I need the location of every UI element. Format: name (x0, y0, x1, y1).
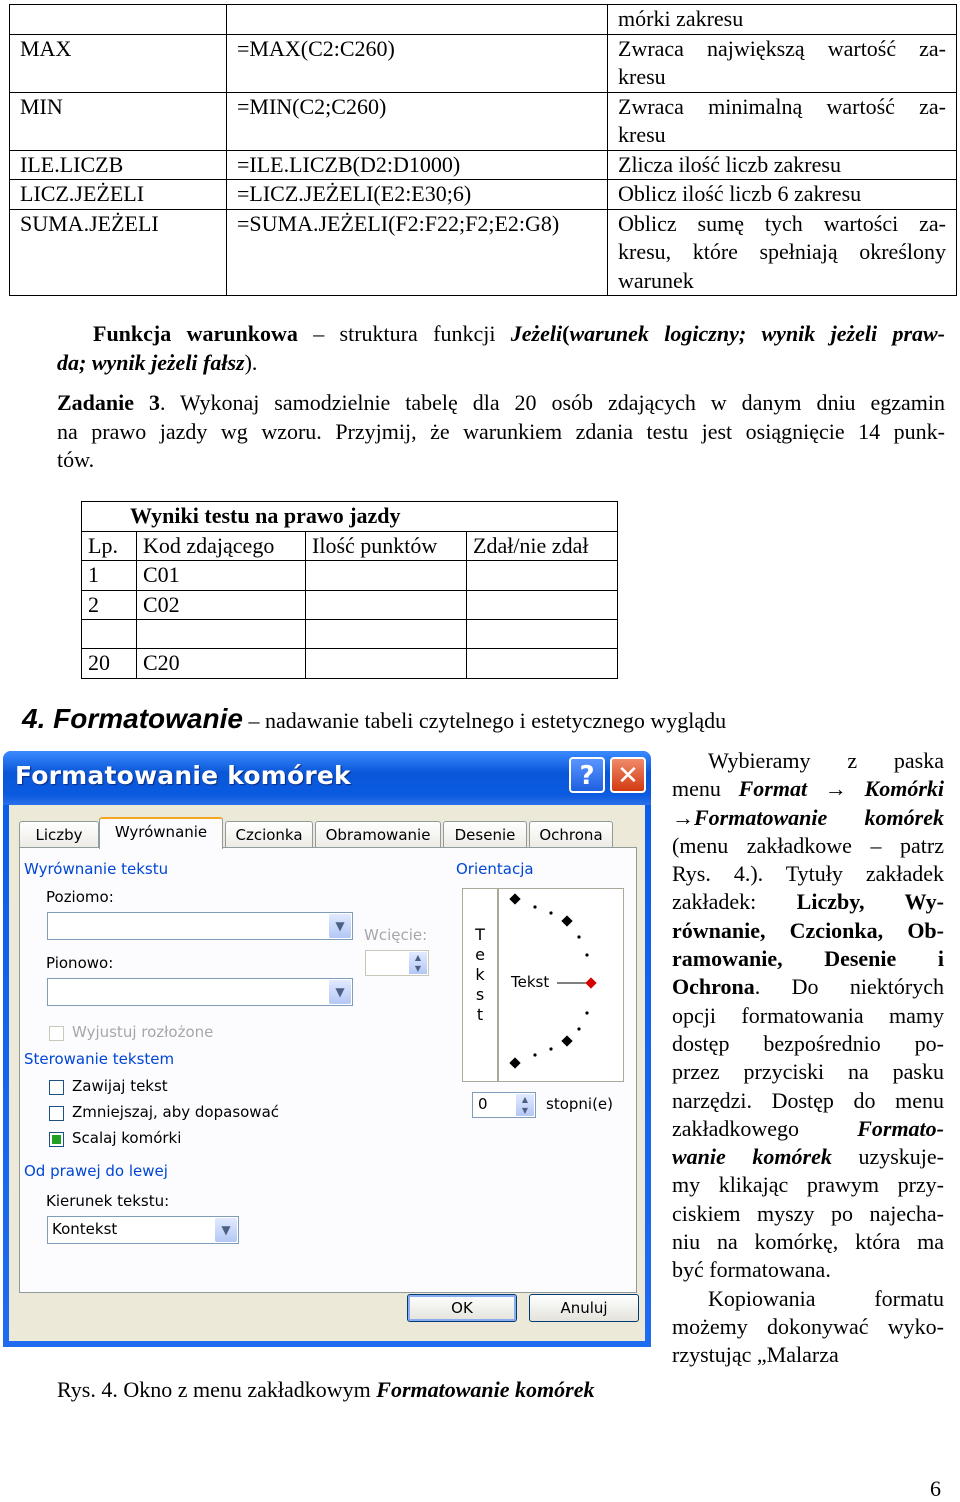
text-line: zakładek: Liczby, Wy- (672, 889, 944, 915)
table-cell (306, 620, 467, 649)
task-paragraph (57, 389, 945, 475)
spinner-arrows-icon[interactable]: ▲ ▼ (516, 1094, 534, 1116)
text-line: Rys. 4.). Tytuły zakładek (672, 861, 944, 887)
functions-table (9, 4, 957, 296)
text-line: Wybieramy z paska (708, 748, 944, 773)
text-line: menu Format → Komórki (672, 776, 944, 802)
text-direction-label: Kierunek tekstu: (46, 1192, 170, 1210)
function-args: warunek logiczny; wynik jeżeli praw- (569, 321, 945, 346)
function-formula: =MAX(C2:C260) (227, 34, 608, 92)
table-row (10, 180, 957, 210)
table-row (10, 209, 957, 296)
table-caption: Wyniki testu na prawo jazdy (82, 502, 618, 532)
figure-caption (57, 1377, 594, 1403)
merge-cells-label: Scalaj komórki (72, 1129, 182, 1147)
spinner-arrows-icon[interactable]: ▲ ▼ (409, 952, 427, 974)
alignment-panel (19, 847, 637, 1293)
text: ). (244, 349, 258, 375)
text-line: możemy dokonywać wyko- (672, 1313, 944, 1339)
column-header: Kod zdającego (137, 531, 306, 561)
function-name: SUMA.JEŻELI (10, 209, 227, 296)
chevron-down-icon[interactable]: ▼ (329, 914, 351, 938)
selected-value: Kontekst (52, 1220, 118, 1238)
merge-cells-checkbox[interactable] (49, 1132, 64, 1147)
function-formula (227, 5, 608, 35)
vertical-letter: t (476, 1005, 484, 1024)
column-header: Lp. (82, 531, 137, 561)
table-cell: 1 (82, 561, 137, 591)
section-title: 4. Formatowanie (22, 703, 243, 734)
table-cell: 2 (82, 590, 137, 620)
column-header: Ilość punktów (306, 531, 467, 561)
table-cell (306, 649, 467, 679)
text-line: niu na komórkę, która ma (672, 1229, 944, 1255)
text-line: opcji formatowania mamy (672, 1002, 944, 1028)
table-row (10, 150, 957, 180)
function-description: Zwraca największą wartość za- kresu (608, 34, 957, 92)
horizontal-select[interactable] (47, 912, 353, 940)
function-name: Jeżeli (510, 321, 563, 346)
caption-emphasis: Formatowanie komórek (376, 1377, 595, 1402)
justify-distributed-label: Wyjustuj rozłożone (72, 1023, 214, 1041)
chevron-down-icon[interactable]: ▼ (215, 1218, 237, 1242)
dialog-title: Formatowanie komórek (15, 761, 351, 790)
table-header-row (82, 531, 618, 561)
tab-font[interactable]: Czcionka (225, 821, 313, 847)
function-description: mórki zakresu (608, 5, 957, 35)
dialog-client-area (9, 805, 645, 1341)
function-formula: =SUMA.JEŻELI(F2:F22;F2;E2:G8) (227, 209, 608, 296)
table-cell: C20 (137, 649, 306, 679)
table-row (82, 561, 618, 591)
chevron-down-icon[interactable]: ▼ (329, 980, 351, 1004)
cancel-button[interactable]: Anuluj (529, 1294, 639, 1322)
orientation-dial[interactable] (498, 888, 624, 1082)
table-row (82, 649, 618, 679)
dialog-titlebar[interactable] (3, 751, 651, 805)
text: na prawo jazdy wg wzoru. Przyjmij, że warunkiem zdania testu jest osiągnięcie 14 punk- (57, 418, 945, 444)
function-formula: =LICZ.JEŻELI(E2:E30;6) (227, 180, 608, 210)
table-row (10, 92, 957, 150)
degrees-value: 0 (478, 1095, 488, 1113)
table-row (10, 34, 957, 92)
vertical-letter: k (475, 965, 485, 984)
text: tów. (57, 447, 95, 472)
table-cell (467, 620, 618, 649)
function-description: Oblicz sumę tych wartości za- kresu, które spełniają określony warunek (608, 209, 957, 296)
degrees-label: stopni(e) (546, 1095, 614, 1113)
group-text-alignment: Wyrównanie tekstu (24, 860, 169, 878)
shrink-to-fit-label: Zmniejszaj, aby dopasować (72, 1103, 280, 1121)
table-cell: C01 (137, 561, 306, 591)
text: – struktura funkcji (297, 321, 511, 346)
tab-strip (19, 817, 635, 847)
function-description: Zwraca minimalną wartość za- kresu (608, 92, 957, 150)
caption-text: Rys. 4. Okno z menu zakładkowym (57, 1377, 377, 1402)
text: ( (562, 321, 570, 346)
group-right-to-left: Od prawej do lewej (24, 1162, 168, 1180)
dial-text: Tekst (511, 973, 550, 991)
table-cell (306, 590, 467, 620)
indent-spinner[interactable] (365, 950, 429, 976)
text-line: dostęp bezpośrednio po- (672, 1030, 944, 1056)
text-line: Ochrona. Do niektórych (672, 974, 944, 1000)
tab-alignment[interactable]: Wyrównanie (99, 817, 223, 849)
text-line: być formatowana. (672, 1257, 831, 1283)
tab-protection[interactable]: Ochrona (529, 821, 613, 847)
table-caption-row (82, 502, 618, 532)
table-cell (82, 620, 137, 649)
task-label: Zadanie 3 (57, 390, 160, 415)
text-line: ramowanie, Desenie i (672, 946, 944, 972)
vertical-letter: T (475, 925, 485, 944)
justify-distributed-checkbox[interactable] (49, 1026, 64, 1041)
tab-patterns[interactable]: Desenie (443, 821, 527, 847)
group-text-control: Sterowanie tekstem (24, 1050, 175, 1068)
bold-term: Funkcja warunkowa (93, 321, 298, 346)
table-cell (137, 620, 306, 649)
function-args: da; wynik jeżeli fałsz (57, 349, 245, 375)
results-table (81, 501, 618, 679)
function-name: ILE.LICZB (10, 150, 227, 180)
text-line: zakładkowego Formato- (672, 1115, 944, 1141)
function-name (10, 5, 227, 35)
formatting-description (672, 747, 944, 1370)
vertical-select[interactable] (47, 978, 353, 1006)
wrap-text-checkbox[interactable] (49, 1080, 64, 1095)
shrink-to-fit-checkbox[interactable] (49, 1106, 64, 1121)
tab-border[interactable]: Obramowanie (315, 821, 441, 847)
function-formula: =ILE.LICZB(D2:D1000) (227, 150, 608, 180)
text-line: my klikając prawym przy- (672, 1172, 944, 1198)
vertical-letter: e (475, 945, 485, 964)
conditional-function-paragraph (57, 320, 945, 377)
text-line: narzędzi. Dostęp do menu (672, 1087, 944, 1113)
table-cell (306, 561, 467, 591)
function-name: MIN (10, 92, 227, 150)
vertical-text-box[interactable] (462, 888, 498, 1082)
column-header: Zdał/nie zdał (467, 531, 618, 561)
text-line: rzystując „Malarza (672, 1342, 839, 1368)
format-cells-dialog (3, 751, 651, 1347)
function-formula: =MIN(C2;C260) (227, 92, 608, 150)
function-name: LICZ.JEŻELI (10, 180, 227, 210)
function-description: Zlicza ilość liczb zakresu (608, 150, 957, 180)
text-line: →Formatowanie komórek (672, 804, 944, 830)
table-cell (467, 649, 618, 679)
text: . Wykonaj samodzielnie tabelę dla 20 osób zdających w danym dniu egzamin (159, 390, 946, 415)
wrap-text-label: Zawijaj tekst (72, 1077, 168, 1095)
text-line: Kopiowania formatu (708, 1285, 944, 1311)
table-row (82, 590, 618, 620)
help-button[interactable]: ? (569, 757, 605, 793)
close-button[interactable]: ✕ (610, 757, 646, 793)
tab-numbers[interactable]: Liczby (19, 821, 99, 847)
table-cell: 20 (82, 649, 137, 679)
section-subtitle: – nadawanie tabeli czytelnego i estetycznego wyglądu (242, 708, 727, 733)
vertical-label: Pionowo: (46, 954, 114, 972)
text-line: równanie, Czcionka, Ob- (672, 917, 944, 943)
table-cell (467, 561, 618, 591)
vertical-letter: s (475, 985, 485, 1004)
page-number: 6 (930, 1476, 941, 1501)
table-row (82, 620, 618, 649)
ok-button[interactable]: OK (407, 1294, 517, 1322)
horizontal-label: Poziomo: (46, 888, 114, 906)
text-line: przez przyciski na pasku (672, 1059, 944, 1085)
text-line: ciskiem myszy po najecha- (672, 1200, 944, 1226)
function-name: MAX (10, 34, 227, 92)
table-cell: C02 (137, 590, 306, 620)
text-line: (menu zakładkowe – patrz (672, 832, 944, 858)
section-heading (22, 703, 726, 735)
text-line: wanie komórek uzyskuje- (672, 1144, 944, 1170)
group-orientation: Orientacja (456, 860, 534, 878)
text-direction-select[interactable] (47, 1216, 239, 1244)
function-description: Oblicz ilość liczb 6 zakresu (608, 180, 957, 210)
table-cell (467, 590, 618, 620)
degrees-spinner[interactable] (472, 1092, 536, 1118)
indent-label: Wcięcie: (364, 926, 428, 944)
table-row (10, 5, 957, 35)
